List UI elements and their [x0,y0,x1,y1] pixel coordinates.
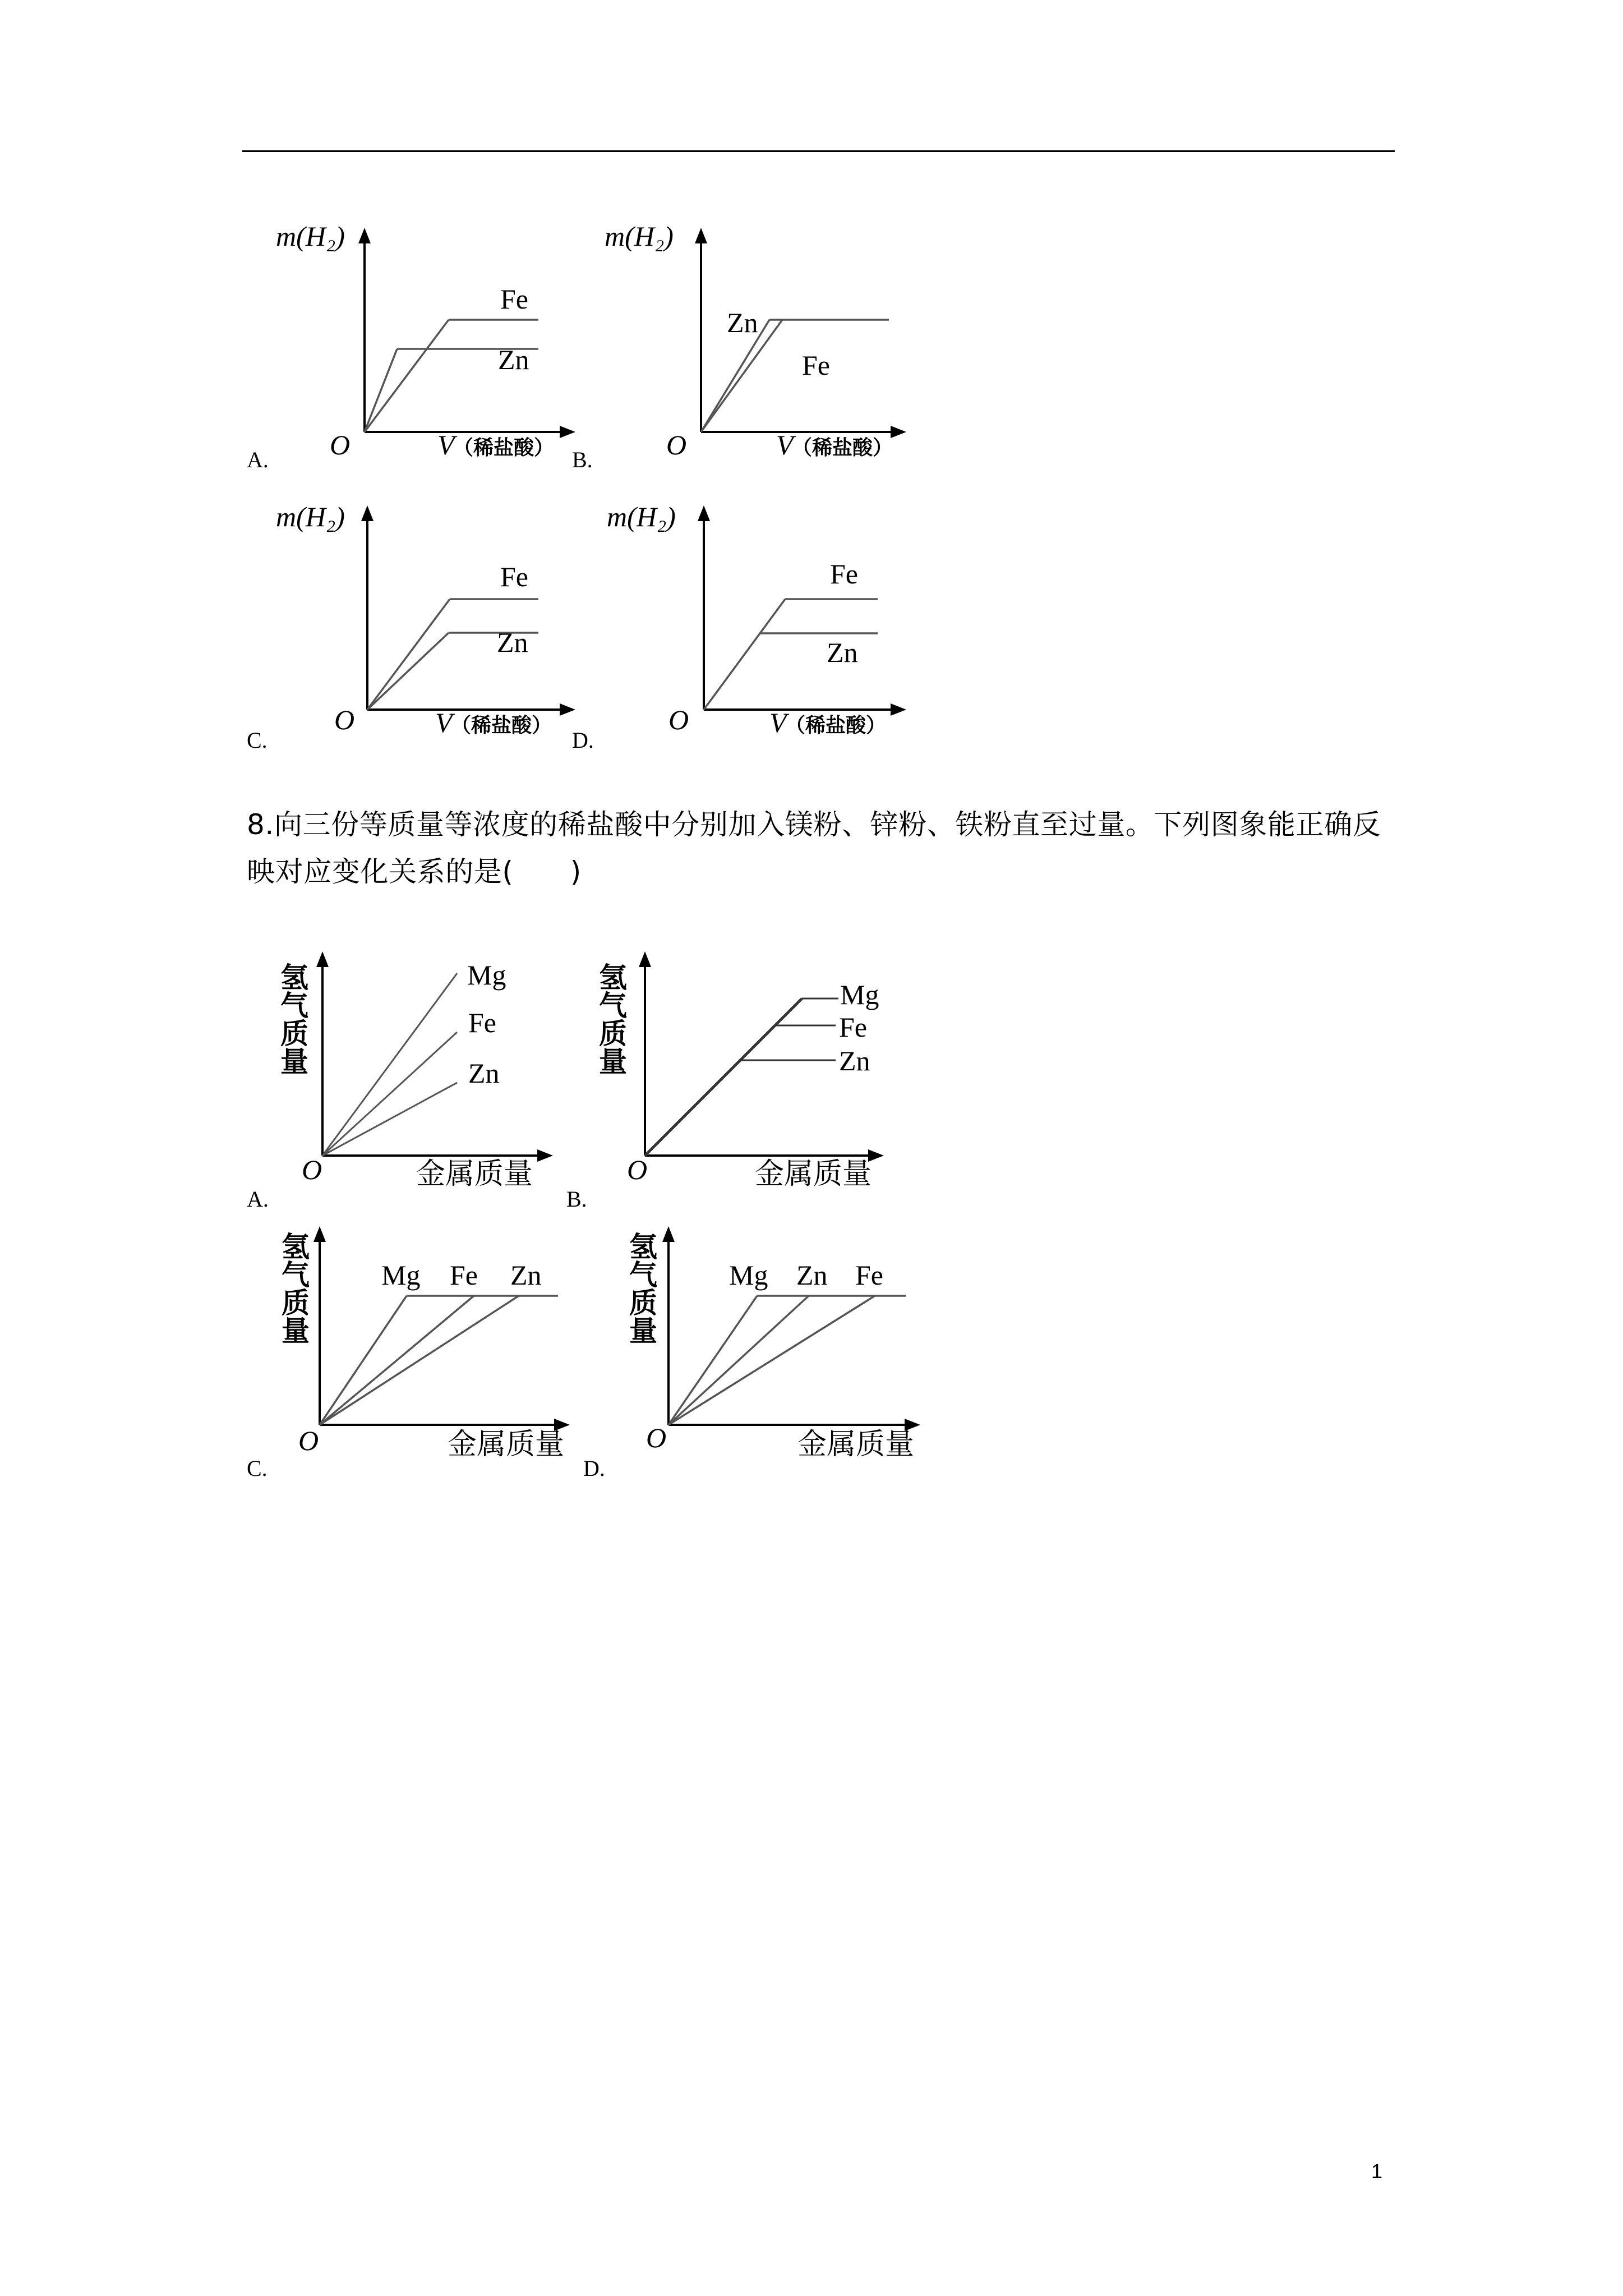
series-label-zn: Zn [827,637,858,668]
common-line [645,999,802,1156]
y-axis-label-3: 质 [280,1018,308,1050]
y-axis-arrow [662,1226,675,1242]
y-axis-arrow [639,951,651,967]
x-axis-label: （稀盐酸） [785,714,887,737]
y-axis-label: m(H₂) [607,501,676,532]
x-axis-arrow [560,426,575,438]
origin-label: O [646,1422,667,1453]
x-axis-label: （稀盐酸） [451,714,552,737]
fe-line [320,1296,474,1425]
series-label-mg: Mg [729,1259,768,1291]
y-axis-label-3: 质 [629,1287,657,1319]
mg-line [668,1296,757,1425]
x-axis-var: V [435,707,453,738]
q8-option-c-label: C. [247,1456,268,1481]
mg-line [322,973,457,1156]
q8-option-a-label: A. [247,1186,269,1212]
y-axis-label-2: 气 [599,990,627,1022]
x-axis-label: 金属质量 [416,1157,533,1191]
x-axis-label: 金属质量 [755,1157,872,1191]
zn-line [668,1296,809,1425]
x-axis-arrow [891,703,906,716]
series-label-zn: Zn [497,627,528,658]
y-axis-label-1: 氢 [280,961,308,994]
x-axis-arrow [891,426,906,438]
zn-line [365,349,397,432]
fe-line [365,320,449,432]
series-label-fe: Fe [450,1259,478,1291]
origin-label: O [627,1154,648,1185]
y-axis-label-2: 气 [282,1259,310,1291]
y-axis-label-3: 质 [282,1287,310,1319]
header-rule [242,150,1395,152]
question-8-text: 8.向三份等质量等浓度的稀盐酸中分别加入镁粉、锌粉、铁粉直至过量。下列图象能正确反映对应变化关系的是( ) [247,808,1381,888]
q7-graph-d [594,501,914,757]
q7-option-c-label: C. [247,728,268,753]
q8-graph-a [269,948,583,1206]
series-label-fe: Fe [830,558,858,590]
y-axis-label-3: 质 [599,1018,627,1050]
q8-graph-b [589,948,914,1206]
y-axis-label-4: 量 [282,1315,310,1347]
series-label-fe: Fe [855,1259,883,1291]
fe-line [668,1296,875,1425]
q8-option-b-label: B. [566,1186,587,1212]
origin-label: O [330,429,351,461]
y-axis-label: m(H₂) [276,501,345,532]
y-axis-arrow [313,1226,326,1242]
x-axis-label: （稀盐酸） [792,436,893,459]
q7-option-b-label: B. [572,447,593,472]
q7-option-a-label: A. [247,447,269,472]
y-axis-arrow [698,505,710,521]
y-axis-label-2: 气 [629,1259,657,1291]
q7-graph-c [269,501,589,757]
q8-graph-d [606,1223,931,1481]
y-axis-label-1: 氢 [282,1231,310,1263]
y-axis-label-4: 量 [599,1046,627,1078]
series-label-fe: Fe [839,1011,867,1043]
origin-label: O [668,704,689,735]
fe-line [367,599,450,710]
y-axis-label-4: 量 [280,1046,308,1078]
x-axis-var: V [769,707,787,738]
origin-label: O [302,1154,322,1185]
series-label-mg: Mg [840,979,879,1010]
y-axis-label: m(H₂) [605,220,674,252]
series-label-fe: Fe [468,1007,496,1038]
origin-label: O [666,429,687,461]
x-axis-arrow [560,703,575,716]
x-axis-arrow [537,1149,553,1162]
y-axis-label-1: 氢 [599,961,627,994]
q7-option-d-label: D. [572,728,594,753]
x-axis-var: V [776,429,794,461]
q8-graph-c [269,1223,594,1481]
origin-label: O [334,704,355,735]
q7-graph-a [269,220,589,477]
series-label-fe: Fe [802,349,830,381]
x-axis-label: 金属质量 [797,1428,915,1461]
series-label-zn: Zn [727,307,758,338]
q8-option-d-label: D. [583,1456,605,1481]
series-label-mg: Mg [381,1259,421,1291]
y-axis-arrow [695,228,707,243]
zn-line [320,1296,519,1425]
x-axis-label: （稀盐酸） [453,436,555,459]
series-label-zn: Zn [510,1259,542,1291]
series-label-fe: Fe [500,561,528,592]
series-label-fe: Fe [500,283,528,315]
y-axis-arrow [358,228,371,243]
x-axis-label: 金属质量 [448,1428,565,1461]
page-number: 1 [1371,2160,1383,2183]
y-axis-label-2: 气 [280,990,308,1022]
origin-label: O [298,1425,319,1456]
y-axis-arrow [361,505,374,521]
y-axis-arrow [316,951,329,967]
q7-graph-b [594,220,914,477]
y-axis-label: m(H₂) [276,220,345,252]
fe-line [704,599,785,710]
series-label-zn: Zn [839,1045,870,1076]
mg-line [320,1296,407,1425]
series-label-zn: Zn [796,1259,828,1291]
series-label-zn: Zn [468,1057,500,1089]
x-axis-var: V [437,429,455,461]
series-label-mg: Mg [467,959,506,991]
zn-line [367,633,449,710]
y-axis-label-1: 氢 [629,1231,657,1263]
series-label-zn: Zn [498,344,529,375]
y-axis-label-4: 量 [629,1315,657,1347]
